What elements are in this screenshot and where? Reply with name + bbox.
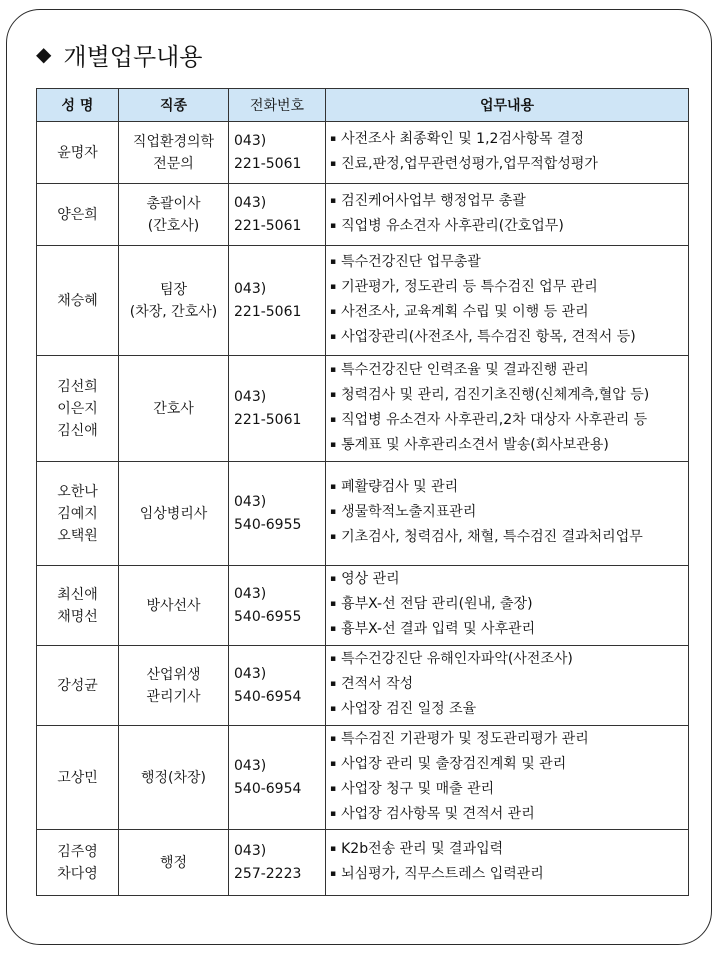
- phone-number: 221-5061: [234, 217, 302, 234]
- phone-number: 043): [234, 280, 267, 297]
- cell-phone: [229, 726, 326, 830]
- duty-item: [330, 698, 687, 723]
- square-bullet-icon: ▪: [330, 599, 337, 609]
- table-row: [37, 184, 689, 246]
- duty-text: 흉부X-선 전담 관리(원내, 출장): [341, 596, 533, 612]
- duty-item: [330, 251, 687, 276]
- person-name: 김예지: [57, 505, 98, 522]
- person-name: 양은희: [57, 206, 98, 223]
- duty-text: 사업장 검진 일정 조율: [341, 701, 477, 717]
- cell-phone: [229, 122, 326, 184]
- duty-item: [330, 648, 687, 673]
- duty-text: 청력검사 및 관리, 검진기초진행(신체계측,혈압 등): [341, 386, 650, 403]
- table-row: [37, 356, 689, 462]
- job-title: 임상병리사: [139, 505, 208, 522]
- phone-number: 540-6955: [234, 516, 302, 533]
- square-bullet-icon: ▪: [330, 758, 337, 769]
- duty-text: 특수검진 기관평가 및 정도관리평가 관리: [341, 730, 589, 747]
- cell-phone: [229, 830, 326, 896]
- duty-text: 사업장 검사항목 및 견적서 관리: [341, 805, 535, 822]
- cell-phone: [229, 356, 326, 462]
- phone-number: 221-5061: [234, 411, 302, 428]
- duty-item: [330, 409, 687, 434]
- square-bullet-icon: ▪: [330, 482, 337, 492]
- cell-name: [37, 356, 119, 462]
- header-job: 직종: [119, 89, 229, 122]
- job-title: 팀장: [159, 281, 188, 298]
- cell-phone: [229, 566, 326, 646]
- duty-item: [330, 778, 687, 803]
- duty-item: [330, 673, 687, 698]
- person-name: 강성균: [57, 677, 98, 694]
- job-title: 총괄이사: [146, 195, 201, 212]
- square-bullet-icon: ▪: [330, 574, 337, 584]
- duty-item: [330, 753, 687, 778]
- page-title: [36, 36, 203, 72]
- cell-name: [37, 122, 119, 184]
- duty-text: 기관평가, 정도관리 등 특수검진 업무 관리: [341, 278, 598, 295]
- square-bullet-icon: ▪: [330, 704, 337, 714]
- phone-number: 043): [234, 132, 267, 149]
- square-bullet-icon: ▪: [330, 868, 337, 879]
- square-bullet-icon: ▪: [330, 843, 337, 854]
- duty-item: [330, 863, 687, 888]
- duty-item: [330, 728, 687, 753]
- job-title: 산업위생: [146, 666, 201, 683]
- square-bullet-icon: ▪: [330, 220, 337, 231]
- person-name: 채명선: [57, 608, 98, 625]
- cell-duties: [326, 830, 689, 896]
- person-name: 김주영: [57, 843, 98, 860]
- phone-number: 043): [234, 757, 267, 774]
- duty-text: 사전조사 최종확인 및 1,2검사항목 결정: [341, 130, 585, 147]
- duty-text: 사전조사, 교육계획 수립 및 이행 등 관리: [341, 303, 589, 320]
- duty-item: [330, 276, 687, 301]
- person-name: 최신애: [57, 586, 98, 603]
- cell-job: [119, 646, 229, 726]
- duty-item: [330, 618, 687, 643]
- duty-text: 흉부X-선 결과 입력 및 사후관리: [341, 621, 536, 637]
- duty-text: 사업장 청구 및 매출 관리: [341, 780, 495, 797]
- cell-duties: [326, 726, 689, 830]
- duty-text: 폐활량검사 및 관리: [341, 479, 459, 495]
- duty-item: [330, 501, 687, 526]
- phone-number: 257-2223: [234, 865, 302, 882]
- cell-phone: [229, 646, 326, 726]
- square-bullet-icon: ▪: [330, 195, 337, 206]
- square-bullet-icon: ▪: [330, 624, 337, 634]
- cell-duties: [326, 566, 689, 646]
- phone-number: 540-6955: [234, 608, 302, 625]
- duty-list: [330, 128, 687, 178]
- duty-list: [330, 251, 687, 351]
- cell-job: [119, 726, 229, 830]
- duty-text: 사업장관리(사전조사, 특수검진 항목, 견적서 등): [341, 328, 636, 345]
- duty-item: [330, 128, 687, 153]
- square-bullet-icon: ▪: [330, 281, 337, 292]
- square-bullet-icon: ▪: [330, 133, 337, 144]
- square-bullet-icon: ▪: [330, 679, 337, 689]
- header-name: 성 명: [37, 89, 119, 122]
- cell-phone: [229, 462, 326, 566]
- phone-number: 043): [234, 585, 267, 602]
- cell-duties: [326, 246, 689, 356]
- duty-text: 진료,판정,업무관련성평가,업무적합성평가: [341, 155, 598, 172]
- table-row: [37, 726, 689, 830]
- phone-number: 043): [234, 388, 267, 405]
- square-bullet-icon: ▪: [330, 654, 337, 664]
- square-bullet-icon: ▪: [330, 414, 337, 425]
- duty-list: [330, 190, 687, 240]
- duty-text: 직업병 유소견자 사후관리,2차 대상자 사후관리 등: [341, 411, 648, 428]
- duty-text: 특수건강진단 유해인자파악(사전조사): [341, 651, 573, 667]
- table-row: [37, 646, 689, 726]
- duty-item: [330, 476, 687, 501]
- person-name: 오택원: [57, 527, 98, 544]
- job-title: (간호사): [147, 217, 200, 234]
- job-title: 행정: [159, 854, 188, 871]
- duty-list: [330, 728, 687, 828]
- duty-text: 영상 관리: [341, 571, 400, 587]
- person-name: 채승혜: [57, 292, 98, 309]
- header-phone: 전화번호: [229, 89, 326, 122]
- square-bullet-icon: ▪: [330, 364, 337, 375]
- duty-item: [330, 215, 687, 240]
- duty-item: [330, 434, 687, 459]
- cell-job: [119, 566, 229, 646]
- duty-item: [330, 384, 687, 409]
- job-title: 관리기사: [146, 688, 201, 705]
- phone-number: 540-6954: [234, 780, 302, 797]
- cell-name: [37, 726, 119, 830]
- cell-name: [37, 830, 119, 896]
- square-bullet-icon: ▪: [330, 808, 337, 819]
- duty-text: 사업장 관리 및 출장검진계획 및 관리: [341, 755, 567, 772]
- duty-text: 직업병 유소견자 사후관리(간호업무): [341, 217, 564, 234]
- duty-text: 검진케어사업부 행정업무 총괄: [341, 192, 526, 209]
- square-bullet-icon: ▪: [330, 783, 337, 794]
- cell-duties: [326, 462, 689, 566]
- duty-text: 특수건강진단 업무총괄: [341, 253, 481, 270]
- duty-text: 생물학적노출지표관리: [341, 504, 477, 520]
- duty-text: 기초검사, 청력검사, 채혈, 특수검진 결과처리업무: [341, 529, 643, 545]
- cell-phone: [229, 246, 326, 356]
- square-bullet-icon: ▪: [330, 733, 337, 744]
- duty-list: [330, 568, 687, 643]
- duty-list: [330, 648, 687, 723]
- phone-number: 221-5061: [234, 303, 302, 320]
- duty-item: [330, 190, 687, 215]
- duty-item: [330, 803, 687, 828]
- table-header-row: [37, 89, 689, 122]
- job-title: 전문의: [153, 155, 194, 172]
- square-bullet-icon: ▪: [330, 306, 337, 317]
- square-bullet-icon: ▪: [330, 389, 337, 400]
- duty-item: [330, 593, 687, 618]
- phone-number: 043): [234, 842, 267, 859]
- cell-job: [119, 462, 229, 566]
- table-row: [37, 830, 689, 896]
- square-bullet-icon: ▪: [330, 532, 337, 542]
- job-title: 행정(차장): [140, 769, 207, 786]
- person-name: 김신애: [57, 422, 98, 439]
- page-title-text: 개별업무내용: [63, 42, 203, 71]
- person-name: 윤명자: [57, 144, 98, 161]
- table-row: [37, 566, 689, 646]
- cell-phone: [229, 184, 326, 246]
- duties-table: [36, 88, 689, 896]
- duty-item: [330, 568, 687, 593]
- cell-job: [119, 246, 229, 356]
- phone-number: 043): [234, 665, 267, 682]
- header-duties: 업무내용: [326, 89, 689, 122]
- person-name: 이은지: [57, 400, 98, 417]
- square-bullet-icon: ▪: [330, 158, 337, 169]
- duty-item: [330, 153, 687, 178]
- duty-list: [330, 838, 687, 888]
- diamond-bullet-icon: ◆: [36, 42, 52, 66]
- job-title: 방사선사: [146, 597, 201, 614]
- duty-item: [330, 359, 687, 384]
- phone-number: 043): [234, 194, 267, 211]
- person-name: 오한나: [57, 483, 98, 500]
- duty-text: K2b전송 관리 및 결과입력: [341, 840, 504, 857]
- duty-list: [330, 359, 687, 459]
- cell-job: [119, 122, 229, 184]
- person-name: 김선희: [57, 378, 98, 395]
- table-row: [37, 122, 689, 184]
- duty-text: 뇌심평가, 직무스트레스 입력관리: [341, 865, 544, 882]
- cell-name: [37, 462, 119, 566]
- job-title: 직업환경의학: [132, 133, 215, 150]
- table-body: [37, 122, 689, 896]
- job-title: (차장, 간호사): [129, 303, 218, 320]
- cell-job: [119, 830, 229, 896]
- cell-duties: [326, 356, 689, 462]
- duty-text: 통계표 및 사후관리소견서 발송(회사보관용): [341, 436, 609, 453]
- square-bullet-icon: ▪: [330, 331, 337, 342]
- square-bullet-icon: ▪: [330, 256, 337, 267]
- job-title: 간호사: [153, 400, 194, 417]
- phone-number: 540-6954: [234, 688, 302, 705]
- duty-item: [330, 326, 687, 351]
- cell-duties: [326, 646, 689, 726]
- duty-item: [330, 301, 687, 326]
- person-name: 고상민: [57, 769, 98, 786]
- duty-text: 특수건강진단 인력조율 및 결과진행 관리: [341, 361, 589, 378]
- square-bullet-icon: ▪: [330, 507, 337, 517]
- duty-item: [330, 526, 687, 551]
- phone-number: 043): [234, 493, 267, 510]
- duty-item: [330, 838, 687, 863]
- cell-job: [119, 184, 229, 246]
- cell-name: [37, 246, 119, 356]
- square-bullet-icon: ▪: [330, 439, 337, 450]
- cell-name: [37, 184, 119, 246]
- table-row: [37, 246, 689, 356]
- person-name: 차다영: [57, 865, 98, 882]
- phone-number: 221-5061: [234, 155, 302, 172]
- cell-name: [37, 566, 119, 646]
- cell-duties: [326, 122, 689, 184]
- cell-duties: [326, 184, 689, 246]
- cell-job: [119, 356, 229, 462]
- table-row: [37, 462, 689, 566]
- duty-list: [330, 476, 687, 551]
- cell-name: [37, 646, 119, 726]
- duty-text: 견적서 작성: [341, 676, 414, 692]
